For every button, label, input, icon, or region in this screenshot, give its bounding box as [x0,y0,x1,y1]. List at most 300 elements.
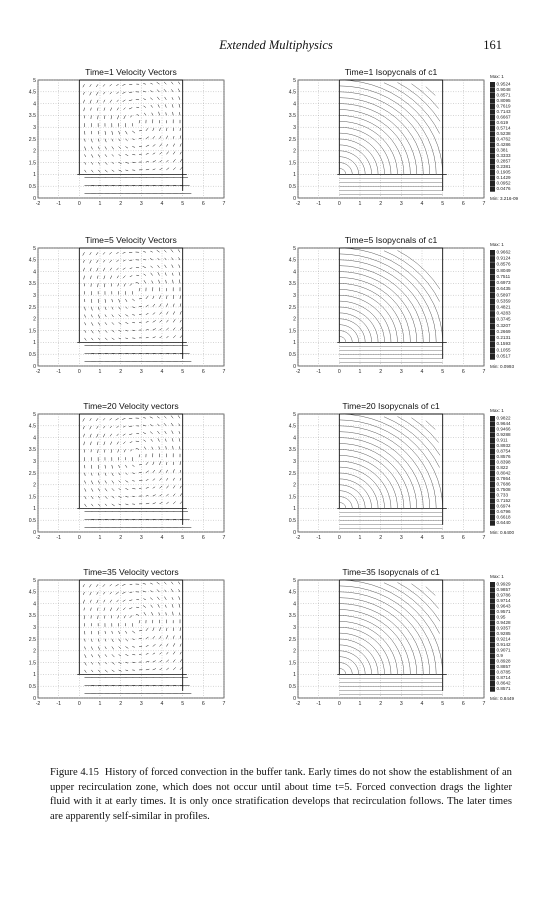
velocity-arrow [105,147,107,150]
y-tick-label: 3.5 [28,113,36,120]
velocity-arrow [91,488,93,491]
velocity-arrow [160,494,162,496]
velocity-arrow [132,147,135,148]
x-tick-label: -1 [316,535,321,541]
velocity-arrow [105,154,107,157]
colorbar-level-label: 0.9857 [496,587,511,592]
colorbar-level-label: 0.2857 [496,158,511,164]
y-tick-label: 2.5 [28,470,36,477]
velocity-arrow [173,643,175,646]
colorbar-swatch [490,681,495,686]
colorbar-swatch [490,181,495,186]
colorbar-swatch [490,329,495,335]
velocity-plot-t35 [28,566,258,716]
velocity-arrow [146,653,149,654]
velocity-arrow [125,315,128,317]
colorbar-swatch [490,93,495,98]
x-tick-label: 0 [77,201,81,207]
velocity-arrow [146,153,149,154]
velocity-arrow [125,481,128,483]
isopycnal-contour [339,598,423,675]
isopycnal-contour [339,455,397,508]
velocity-arrow [91,299,92,303]
velocity-arrow [118,283,119,286]
velocity-arrow [111,115,112,119]
colorbar-swatch [490,416,495,421]
x-tick-label: -1 [56,201,61,207]
colorbar-swatch [490,126,495,131]
velocity-arrow [91,162,93,164]
isopycnal-contour [339,473,378,508]
velocity-arrow [125,154,128,155]
velocity-arrow [146,161,149,162]
velocity-arrow [172,265,174,268]
x-tick-label: 2 [119,201,123,207]
velocity-arrow [132,299,134,301]
colorbar-swatch [490,665,495,670]
colorbar-swatch [490,466,495,471]
colorbar-level-label: 0.9285 [496,631,511,636]
velocity-arrow [112,631,113,634]
colorbar-swatch [490,354,495,360]
isopycnal-contour [339,337,345,343]
velocity-arrow [172,104,173,107]
y-tick-label: 4.5 [288,589,296,596]
isopycnal-contour [339,669,345,675]
velocity-arrow [152,113,153,116]
velocity-arrow [153,503,156,504]
isopycnal-contour [339,278,410,343]
velocity-arrow [98,488,100,491]
y-tick-label: 4 [293,269,296,276]
velocity-arrow [153,320,156,322]
velocity-arrow [143,432,146,433]
velocity-arrow [146,337,149,338]
velocity-arrow [146,669,149,670]
velocity-arrow [112,639,114,642]
velocity-arrow [153,487,155,489]
velocity-arrow [125,670,128,671]
velocity-arrow [85,504,87,507]
velocity-arrow [173,628,174,631]
velocity-arrow [173,167,175,169]
velocity-arrow [152,447,153,450]
y-tick-label: 1 [33,506,36,513]
x-tick-label: 3 [399,201,403,207]
y-tick-label: 4.5 [288,423,296,430]
x-tick-label: 4 [160,201,164,207]
y-tick-label: 2 [293,316,296,323]
colorbar-level-label: 0.8576 [496,261,511,267]
colorbar-swatch [490,637,495,642]
velocity-arrow [122,584,125,585]
velocity-arrow [139,620,140,623]
y-tick-label: 2.5 [288,136,296,143]
x-tick-label: 7 [222,201,226,207]
velocity-arrow [91,504,93,506]
isopycnal-contour [339,610,410,675]
velocity-arrow [112,299,113,302]
velocity-arrow [91,465,92,469]
y-tick-label: 5 [293,245,296,252]
velocity-arrow [129,252,132,253]
colorbar-swatch [490,311,495,317]
velocity-arrow [166,295,167,299]
colorbar-swatch [490,433,495,438]
velocity-arrow [165,431,167,434]
velocity-arrow [84,608,85,611]
velocity-arrow [90,418,92,420]
y-tick-label: 3.5 [28,613,36,620]
x-tick-label: -1 [56,535,61,541]
velocity-arrow [166,168,169,170]
velocity-arrow [112,473,114,476]
colorbar-level-label: 0.6973 [496,280,511,286]
velocity-arrow [166,494,168,496]
plot-svg [28,234,258,379]
isopycnal-contour [339,110,410,175]
colorbar-swatch [490,455,495,460]
colorbar-level-label: 0.9142 [496,642,511,647]
velocity-arrow [110,108,111,111]
velocity-arrow [98,299,99,303]
plot-svg [288,566,518,711]
velocity-arrow [103,426,105,428]
velocity-arrow [110,584,112,586]
colorbar-level-label: 0.5238 [496,131,511,136]
velocity-arrow [165,104,166,107]
velocity-arrow [150,98,152,100]
velocity-arrow [111,283,112,286]
velocity-arrow [124,115,126,119]
velocity-arrow [158,272,160,275]
velocity-arrow [132,154,135,155]
colorbar-swatch [490,250,495,256]
colorbar-max-label: Max: 1 [490,74,504,79]
velocity-arrow [104,283,105,287]
x-tick-label: -2 [295,201,301,207]
x-tick-label: 6 [201,369,205,375]
velocity-arrow [146,479,149,480]
velocity-arrow [84,434,85,437]
velocity-arrow [123,260,125,261]
isopycnal-contour [339,139,378,174]
velocity-arrow [119,496,122,498]
velocity-arrow [172,258,174,261]
velocity-arrow [129,100,132,101]
velocity-arrow [117,608,119,611]
velocity-arrow [180,336,182,338]
velocity-arrow [97,100,98,103]
x-tick-label: 2 [379,535,383,541]
colorbar-swatch [490,427,495,432]
y-tick-label: 0.5 [28,684,36,690]
isopycnal-contour [339,325,358,343]
x-tick-label: 2 [119,701,123,707]
velocity-arrow [112,647,114,650]
y-tick-label: 3 [293,293,296,299]
velocity-arrow [119,147,121,149]
velocity-arrow [173,462,174,465]
velocity-arrow [119,481,121,483]
colorbar-level-label: 0.0476 [496,186,511,191]
velocity-arrow [144,106,146,108]
velocity-arrow [125,338,128,339]
velocity-arrow [159,446,160,449]
velocity-arrow [164,416,166,418]
colorbar-level-label: 0.9288 [496,432,511,437]
velocity-arrow [180,152,181,155]
x-tick-label: 1 [98,369,102,375]
velocity-arrow [119,473,121,475]
velocity-arrow [172,438,173,441]
colorbar-swatch [490,599,495,604]
colorbar-swatch [490,305,495,311]
velocity-arrow [180,136,181,139]
velocity-arrow [125,488,128,489]
velocity-arrow [110,426,112,428]
velocity-arrow [146,661,149,662]
velocity-arrow [104,115,105,119]
velocity-arrow [164,89,166,92]
colorbar-swatch [490,593,495,598]
colorbar-level-label: 0.9466 [496,426,511,432]
velocity-arrow [98,315,100,319]
isopycnal-contour [339,633,384,674]
x-tick-label: 1 [358,369,362,375]
x-tick-label: 0 [77,701,81,707]
velocity-arrow [165,265,167,268]
y-tick-label: 0.5 [288,352,296,358]
x-tick-label: 5 [181,701,185,707]
plot-svg [288,66,518,211]
velocity-arrow [137,115,139,116]
y-tick-label: 1 [293,506,296,513]
velocity-arrow [173,295,174,299]
y-tick-label: 4.5 [288,89,296,96]
colorbar-swatch [490,659,495,664]
velocity-arrow [98,647,100,650]
x-tick-label: 4 [160,535,164,541]
y-tick-label: 4 [293,435,296,442]
velocity-arrow [119,465,120,468]
velocity-arrow [119,307,121,310]
velocity-arrow [166,144,168,146]
velocity-arrow [160,329,162,331]
velocity-arrow [83,92,84,95]
velocity-arrow [129,418,132,419]
velocity-arrow [112,670,115,672]
y-tick-label: 0.5 [288,184,296,190]
velocity-arrow [103,268,105,271]
colorbar-level-label: 0.8714 [496,675,511,680]
velocity-arrow [105,315,106,317]
velocity-arrow [173,446,174,449]
velocity-arrow [129,92,132,93]
velocity-arrow [98,481,99,484]
velocity-arrow [125,299,127,302]
velocity-arrow [112,338,115,340]
velocity-arrow [112,170,114,172]
velocity-arrow [103,260,105,262]
y-tick-label: 3.5 [288,613,296,620]
velocity-arrow [91,147,92,150]
velocity-arrow [112,322,114,324]
colorbar-swatch [490,422,495,427]
colorbar-level-label: 0.9571 [496,609,511,614]
x-tick-label: 0 [337,535,341,541]
x-tick-label: 2 [379,201,383,207]
velocity-arrow [171,589,173,592]
isopycnal-contour [426,587,436,596]
colorbar-max-label: Max: 1 [490,242,504,247]
velocity-arrow [105,170,108,172]
isopycnal-plot-t20 [288,400,518,550]
velocity-arrow [97,108,98,111]
y-tick-label: 3.5 [28,281,36,288]
colorbar-swatch [490,268,495,274]
velocity-arrow [123,276,126,279]
plot-title: Time=5 Isopycnals of c1 [344,235,438,245]
velocity-arrow [166,644,168,647]
x-tick-label: -2 [295,369,301,375]
velocity-arrow [112,139,113,142]
velocity-arrow [166,478,168,480]
isopycnal-contour [339,663,352,675]
velocity-arrow [160,470,162,473]
isopycnal-contour [339,444,410,509]
velocity-arrow [173,636,174,639]
velocity-arrow [180,304,181,307]
velocity-arrow [160,502,163,504]
velocity-arrow [139,288,140,291]
velocity-arrow [173,494,175,496]
velocity-arrow [98,162,100,164]
x-tick-label: -2 [295,535,301,541]
velocity-arrow [179,272,180,275]
velocity-arrow [172,431,174,434]
velocity-arrow [90,592,92,595]
velocity-arrow [112,154,114,156]
velocity-arrow [90,84,92,87]
velocity-arrow [105,473,106,476]
velocity-arrow [98,115,99,119]
velocity-arrow [166,612,167,615]
x-tick-label: 4 [420,535,424,541]
colorbar-level-label: 0.9 [496,653,503,658]
velocity-arrow [122,92,125,94]
colorbar-min-label: Min: 3.216-09 [490,196,519,201]
colorbar-swatch [490,299,495,305]
colorbar-level-label: 0.0517 [496,353,511,359]
velocity-arrow [117,434,119,436]
velocity-arrow [144,280,146,283]
velocity-arrow [152,281,153,284]
velocity-arrow [91,662,93,664]
velocity-arrow [153,337,156,338]
velocity-arrow [83,252,85,255]
velocity-arrow [119,170,122,172]
velocity-arrow [150,83,152,84]
velocity-arrow [110,268,112,270]
velocity-arrow [117,108,119,111]
velocity-arrow [96,584,98,587]
colorbar-min-label: Min: 0.0993 [490,364,515,369]
velocity-arrow [180,144,181,147]
velocity-arrow [180,327,182,330]
velocity-arrow [91,338,93,340]
colorbar-swatch [490,281,495,287]
velocity-arrow [85,307,86,311]
velocity-arrow [130,615,133,617]
plot-title: Time=1 Isopycnals of c1 [344,67,438,77]
velocity-arrow [153,329,156,331]
x-tick-label: -1 [316,369,321,375]
colorbar-swatch [490,170,495,175]
velocity-arrow [146,128,148,131]
velocity-arrow [165,439,166,442]
isopycnal-contour [339,283,404,342]
velocity-arrow [160,336,162,337]
y-tick-label: 2.5 [28,136,36,143]
y-tick-label: 5 [33,77,36,84]
velocity-arrow [98,330,100,332]
velocity-arrow [85,670,87,673]
velocity-arrow [179,104,180,108]
velocity-arrow [104,608,105,611]
colorbar-swatch [490,444,495,449]
colorbar-level-label: 0.9048 [496,87,511,92]
colorbar-swatch [490,460,495,465]
colorbar-swatch [490,438,495,443]
colorbar-level-label: 0.9524 [496,81,511,87]
y-tick-label: 0 [33,529,36,536]
velocity-arrow [166,312,168,315]
colorbar-swatch [490,176,495,181]
velocity-arrow [112,654,115,657]
colorbar-swatch [490,88,495,93]
velocity-arrow [146,329,149,330]
isopycnal-contour [384,83,440,134]
colorbar-level-label: 0.9644 [496,421,511,426]
y-tick-label: 3 [33,293,36,299]
velocity-arrow [166,280,167,283]
colorbar-level-label: 0.2669 [496,328,511,334]
velocity-arrow [105,307,106,310]
colorbar-swatch [490,632,495,637]
colorbar-level-label: 0.9428 [496,620,511,625]
velocity-arrow [105,299,106,303]
colorbar-swatch [490,115,495,120]
velocity-arrow [132,647,135,648]
velocity-arrow [105,488,107,491]
colorbar-level-label: 0.822 [496,465,508,470]
velocity-arrow [129,260,132,261]
x-tick-label: 7 [482,369,486,375]
velocity-arrow [103,592,105,594]
velocity-arrow [153,479,155,481]
colorbar-level-label: 0.8857 [496,664,511,669]
x-tick-label: 1 [358,201,362,207]
isopycnal-contour [339,497,352,509]
velocity-arrow [98,283,99,287]
velocity-arrow [104,442,105,445]
colorbar-level-label: 0.733 [496,492,508,498]
velocity-arrow [178,82,180,85]
velocity-arrow [119,662,122,664]
isopycnal-contour [339,157,358,175]
x-tick-label: 3 [399,701,403,707]
